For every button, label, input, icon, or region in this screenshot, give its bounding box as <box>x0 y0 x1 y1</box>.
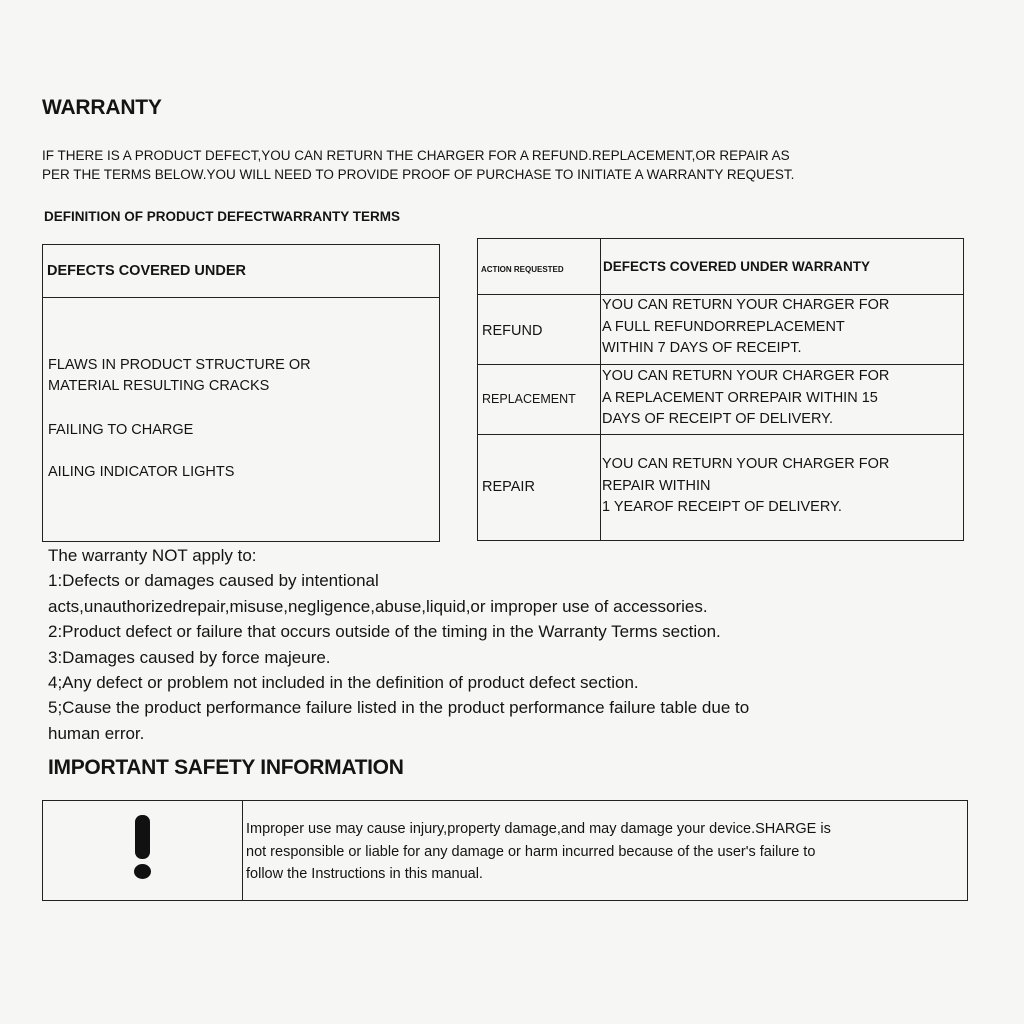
safety-line: follow the Instructions in this manual. <box>246 866 483 882</box>
defects-table <box>42 244 440 542</box>
safety-title: IMPORTANT SAFETY INFORMATION <box>48 756 404 779</box>
intro-line: PER THE TERMS BELOW.YOU WILL NEED TO PROVIDE PROOF OF PURCHASE TO INITIATE A WARRANTY REQUEST. <box>42 167 795 182</box>
action-repair: REPAIR <box>482 479 535 495</box>
term-line: YOU CAN RETURN YOUR CHARGER FOR <box>602 456 890 472</box>
exclamation-icon <box>131 815 155 881</box>
exclusion-line: 4;Any defect or problem not included in the definition of product defect section. <box>48 673 639 693</box>
defects-header-label: DEFECTS COVERED UNDER <box>47 263 246 279</box>
action-refund: REFUND <box>482 323 543 339</box>
defect-item <box>48 462 234 483</box>
term-line: WITHIN 7 DAYS OF RECEIPT. <box>602 340 802 356</box>
exclusion-line: 5;Cause the product performance failure listed in the product performance failure table due to <box>48 698 750 718</box>
exclamation-bar <box>135 815 150 859</box>
defect-line: AILING INDICATOR LIGHTS <box>48 464 235 480</box>
warranty-intro <box>42 146 962 184</box>
terms-row-divider <box>478 434 963 435</box>
refund-terms <box>602 295 889 360</box>
repair-terms <box>602 454 889 519</box>
defect-line: MATERIAL RESULTING CRACKS <box>48 378 270 394</box>
defects-table-header <box>43 245 439 298</box>
defect-line: FAILING TO CHARGE <box>48 422 194 438</box>
exclusion-line: human error. <box>48 723 145 743</box>
term-line: 1 YEAROF RECEIPT OF DELIVERY. <box>602 499 842 515</box>
warranty-subheading: DEFINITION OF PRODUCT DEFECTWARRANTY TERMS <box>44 209 400 224</box>
term-line: A REPLACEMENT ORREPAIR WITHIN 15 <box>602 389 878 406</box>
exclamation-dot <box>134 864 151 879</box>
exclusion-line: 3:Damages caused by force majeure. <box>48 647 331 667</box>
defect-item <box>48 355 311 397</box>
terms-column-divider <box>600 239 601 540</box>
exclusions-heading: The warranty NOT apply to: <box>48 546 257 565</box>
term-line: YOU CAN RETURN YOUR CHARGER FOR <box>602 297 890 313</box>
action-requested-header: ACTION REQUESTED <box>481 265 564 274</box>
exclusion-line: 2:Product defect or failure that occurs outside of the timing in the Warranty Terms section. <box>48 622 721 642</box>
action-replacement: REPLACEMENT <box>482 392 576 406</box>
safety-text <box>246 818 831 886</box>
terms-row-divider <box>478 364 963 365</box>
term-line: A FULL REFUNDORREPLACEMENT <box>602 318 845 335</box>
warranty-exclusions <box>48 543 988 746</box>
safety-line: not responsible or liable for any damage or harm incurred because of the user's failure to <box>246 843 816 860</box>
safety-notice <box>42 800 968 901</box>
exclusion-line: acts,unauthorizedrepair,misuse,negligence,abuse,liquid,or improper use of accessories. <box>48 596 708 616</box>
safety-divider <box>242 801 243 900</box>
exclusion-line: 1:Defects or damages caused by intentional <box>48 571 379 591</box>
terms-table <box>477 238 964 541</box>
term-line: REPAIR WITHIN <box>602 477 711 494</box>
defect-item <box>48 420 193 441</box>
safety-line: Improper use may cause injury,property damage,and may damage your device.SHARGE is <box>246 821 831 837</box>
intro-line: IF THERE IS A PRODUCT DEFECT,YOU CAN RETURN THE CHARGER FOR A REFUND.REPLACEMENT,OR REPAIR AS <box>42 148 790 163</box>
term-line: YOU CAN RETURN YOUR CHARGER FOR <box>602 368 890 384</box>
defects-covered-header: DEFECTS COVERED UNDER WARRANTY <box>603 259 871 274</box>
term-line: DAYS OF RECEIPT OF DELIVERY. <box>602 411 833 427</box>
defect-line: FLAWS IN PRODUCT STRUCTURE OR <box>48 357 311 373</box>
replacement-terms <box>602 366 889 431</box>
warranty-title: WARRANTY <box>42 96 162 119</box>
